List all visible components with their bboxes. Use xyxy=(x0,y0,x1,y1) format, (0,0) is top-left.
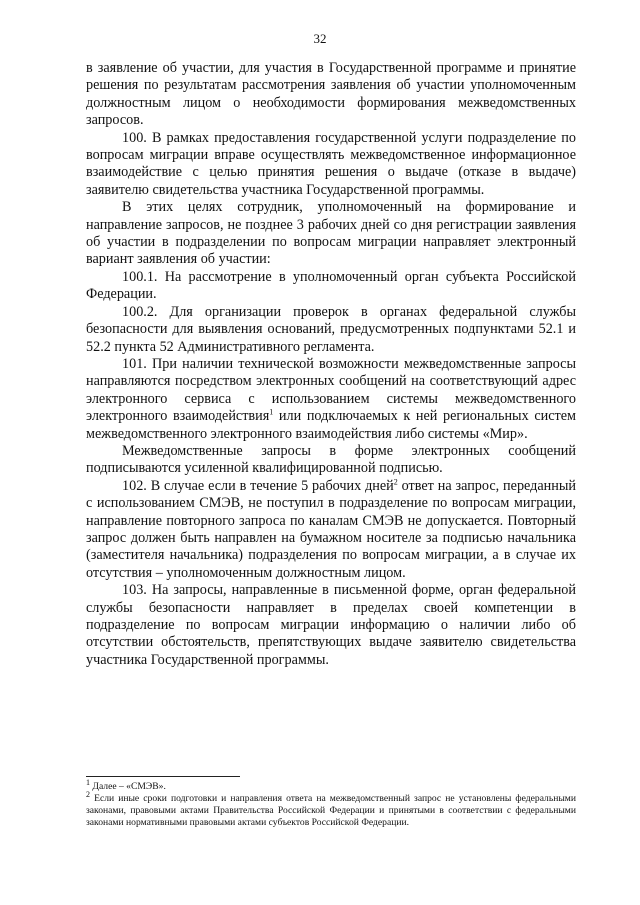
footnote-ref-2[interactable]: 2 xyxy=(393,477,398,487)
footnote-text: Далее – «СМЭВ». xyxy=(90,781,166,792)
footnote-1 xyxy=(86,777,576,793)
paragraph-100-1 xyxy=(86,269,576,304)
paragraph-text: 102. В случае если в течение 5 рабочих дней xyxy=(122,477,394,494)
paragraph-100-purpose xyxy=(86,199,576,269)
paragraph-101 xyxy=(86,356,576,443)
paragraph-102 xyxy=(86,478,576,582)
footnote-text: Если иные сроки подготовки и направления ответа на межведомственный запрос не установлены федеральными законами, правовыми актами Правительства Российской Федерации и принятыми в соответствии с федеральными законами нормативными правовыми актами субъектов Российской Федерации. xyxy=(86,793,576,828)
footnote-ref-1[interactable]: 1 xyxy=(269,407,274,417)
footnote-2 xyxy=(86,789,576,829)
paragraph-text: 101. При наличии технической возможности межведомственные запросы направляются посредством электронных сообщений на соответствующий адрес электронного сервиса с использованием системы межведомственного электронного взаимодействия xyxy=(86,355,576,425)
paragraph-text: В этих целях сотрудник, уполномоченный на формирование и направление запросов, не позднее 3 рабочих дней со дня регистрации заявления об участии в подразделении по вопросам миграции направляет электронный вариант заявления об участии: xyxy=(86,199,576,268)
body-text xyxy=(86,60,576,669)
paragraph-text-after: или подключаемых к ней региональных систем межведомственного электронного взаимодействия либо системы «Мир». xyxy=(86,408,577,442)
paragraph-101-signature xyxy=(86,443,576,478)
paragraph-text: 100.2. Для организации проверок в органах федеральной службы безопасности для выявления оснований, предусмотренных подпунктами 52.1 и 52.2 пункта 52 Административного регламента. xyxy=(86,303,576,355)
footnotes xyxy=(86,777,576,829)
footnote-mark: 1 xyxy=(86,777,90,787)
page-number: 32 xyxy=(313,31,327,46)
footnote-mark: 2 xyxy=(86,789,90,799)
paragraph-text: 103. На запросы, направленные в письменной форме, орган федеральной службы безопасности направляет в пределах своей компетенции в подразделение по вопросам миграции информацию о наличии либо об отсутствии обстоятельств, препятствующих выдаче заявителю свидетельства участника Государственной программы. xyxy=(86,582,576,668)
paragraph-103 xyxy=(86,582,576,669)
paragraph-continuation xyxy=(86,60,576,130)
paragraph-text-after: ответ на запрос, переданный с использованием СМЭВ, не поступил в подразделение по вопросам миграции, направление повторного запроса по каналам СМЭВ не допускается. Повторный запрос должен быть направлен на бумажном носителе за подписью начальника (заместителя начальника) подразделения по вопросам миграции, а в случае их отсутствия – уполномоченным должностным лицом. xyxy=(86,477,576,581)
paragraph-100-2 xyxy=(86,304,576,356)
paragraph-text: в заявление об участии, для участия в Государственной программе и принятие решения по результатам рассмотрения заявления об участии уполномоченным должностным лицом о необходимости формирования межведомственных запросов. xyxy=(86,60,576,129)
paragraph-text: 100. В рамках предоставления государственной услуги подразделение по вопросам миграции вправе осуществлять межведомственное информационное взаимодействие с целью принятия решения о выдаче (отказе в выдаче) заявителю свидетельства участника Государственной программы. xyxy=(86,129,576,198)
paragraph-text: Межведомственные запросы в форме электронных сообщений подписываются усиленной квалифицированной подписью. xyxy=(86,442,576,477)
footnote-divider xyxy=(86,776,240,777)
paragraph-100 xyxy=(86,130,576,200)
paragraph-text: 100.1. На рассмотрение в уполномоченный орган субъекта Российской Федерации. xyxy=(86,268,576,303)
